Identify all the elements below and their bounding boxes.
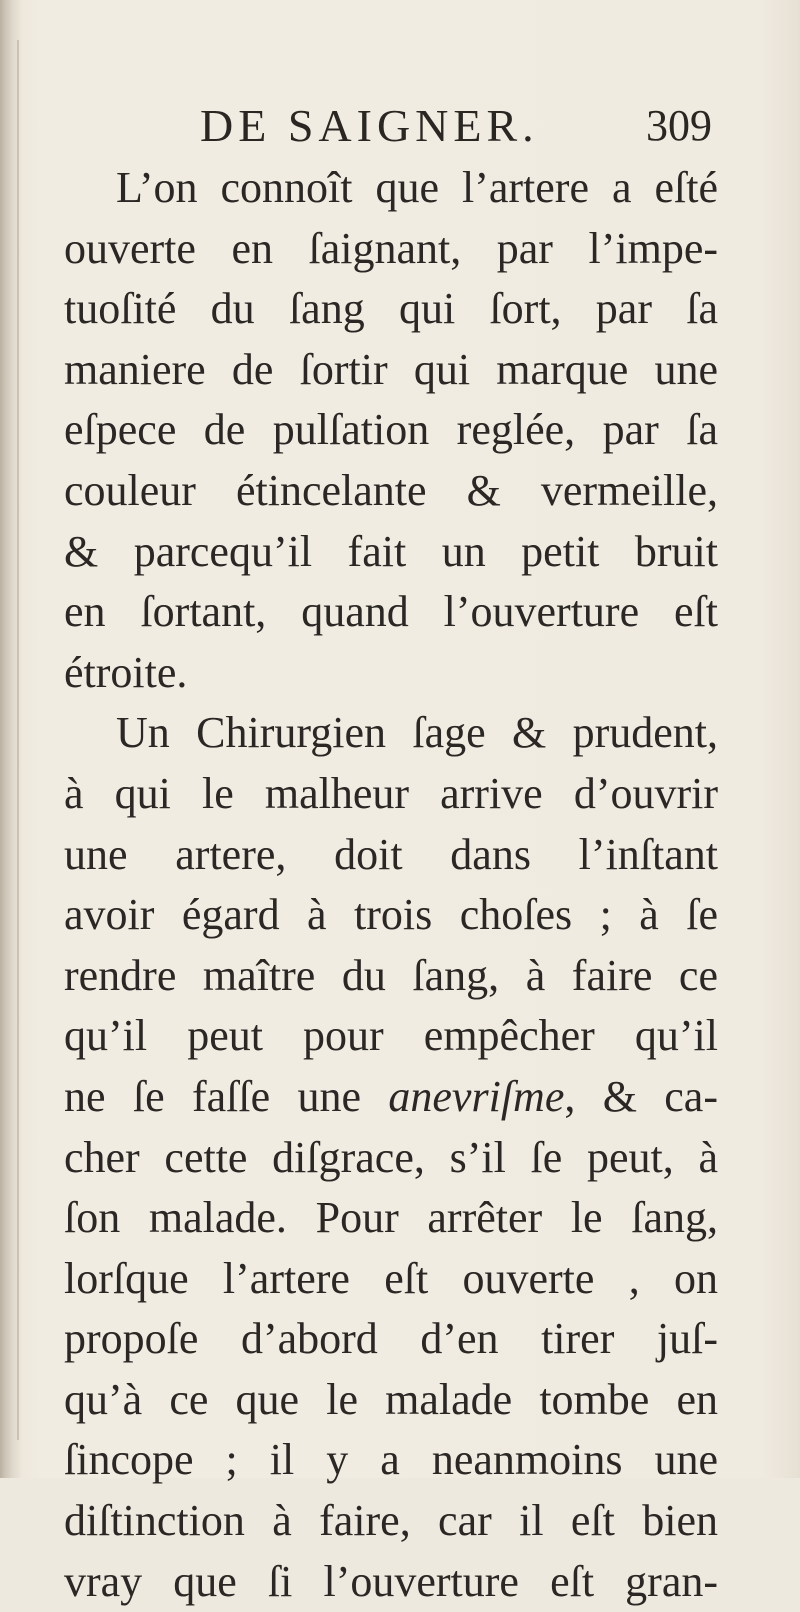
text-segment: ne ſe faſſe une [64, 1071, 389, 1121]
binding-shadow-line [17, 40, 19, 1440]
running-head [80, 96, 720, 156]
text-line: lorſque l’artere eſt ouverte , on [64, 1253, 718, 1303]
text-line: ſon malade. Pour arrêter le ſang, [64, 1193, 718, 1243]
body-text [64, 158, 718, 1612]
text-line: tuoſité du ſang qui ſort, par ſa [64, 284, 718, 334]
text-line: couleur étincelante & vermeille, [64, 465, 718, 515]
text-line: cher cette diſgrace, s’il ſe peut, à [64, 1132, 718, 1182]
text-line [64, 1067, 718, 1128]
text-line: diſtinction à faire, car il eſt bien [64, 1496, 718, 1546]
text-line: L’on connoît que l’artere a eſté [116, 163, 718, 212]
text-line: à qui le malheur arrive d’ouvrir [64, 768, 718, 818]
text-line: & parcequ’il fait un petit bruit [64, 526, 718, 576]
text-line: qu’il peut pour empêcher qu’il [64, 1011, 718, 1061]
running-head-title: DE SAIGNER. [200, 100, 539, 151]
text-segment: , & ca- [564, 1071, 718, 1121]
text-line: avoir égard à trois choſes ; à ſe [64, 890, 718, 940]
text-line: ſincope ; il y a neanmoins une [64, 1435, 718, 1485]
text-line: qu’à ce que le malade tombe en [64, 1374, 718, 1424]
italic-term: anevriſme [388, 1071, 565, 1121]
text-line: une artere, doit dans l’inſtant [64, 829, 718, 879]
text-line: ouverte en ſaignant, par l’impe- [64, 223, 718, 273]
page-number: 309 [646, 101, 712, 150]
text-line: rendre maître du ſang, à faire ce [64, 950, 718, 1000]
text-line: propoſe d’abord d’en tirer juſ- [64, 1314, 718, 1364]
text-line: eſpece de pulſation reglée, par ſa [64, 405, 718, 455]
text-line: Un Chirurgien ſage & prudent, [116, 708, 718, 758]
text-line: maniere de ſortir qui marque une [64, 344, 718, 394]
text-line: vray que ſi l’ouverture eſt gran- [64, 1556, 718, 1606]
text-line: étroite. [64, 647, 188, 697]
text-line: en ſortant, quand l’ouverture eſt [64, 587, 718, 637]
